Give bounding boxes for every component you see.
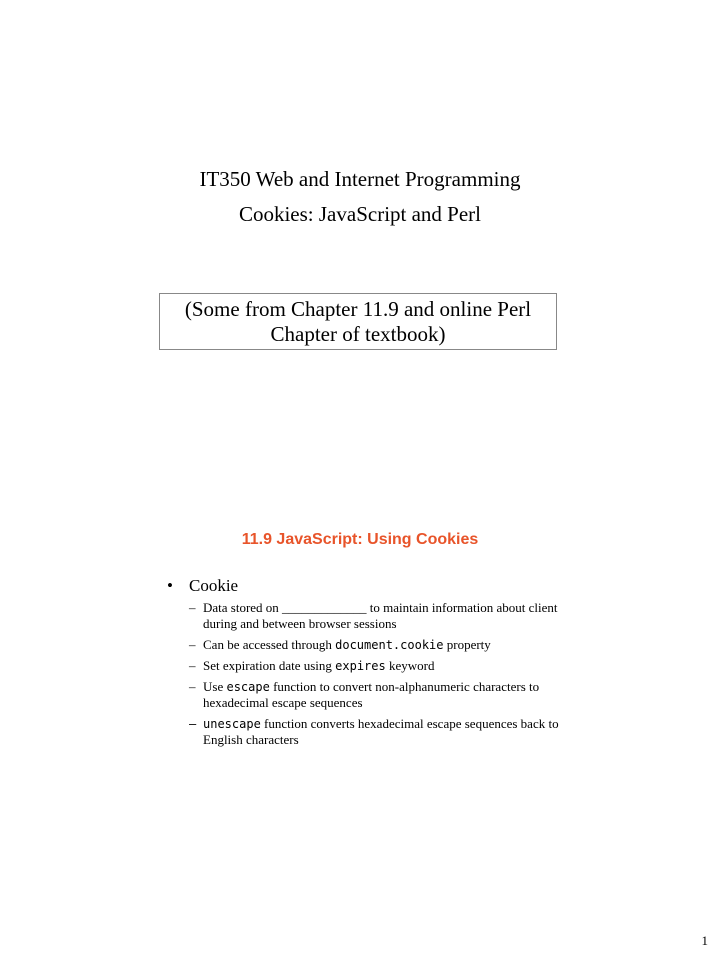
page-number: 1 [701, 933, 708, 948]
list-item [189, 600, 569, 632]
bullet-cookie [167, 575, 238, 597]
item-text: Can be accessed through [203, 637, 336, 652]
bullet-label: Cookie [189, 576, 239, 595]
list-item [189, 679, 569, 711]
code-unescape: unescape [203, 717, 261, 731]
item-text: function converts hexadecimal escape sequences back to English characters [203, 716, 559, 747]
item-text: Data stored on _____________ to maintain information about client during and between browser sessions [203, 600, 558, 631]
list-item [189, 658, 569, 674]
item-text: function to convert non-alphanumeric characters to hexadecimal escape sequences [203, 679, 540, 710]
document-title: IT350 Web and Internet Programming [199, 167, 521, 191]
list-item [189, 637, 569, 653]
source-note-line-2: Chapter of textbook) [270, 322, 446, 346]
code-escape: escape [226, 680, 270, 694]
dash-icon: – [189, 637, 196, 652]
list-item [189, 716, 569, 748]
item-text: property [443, 637, 491, 652]
source-note-box [159, 293, 557, 350]
source-note-line-1: (Some from Chapter 11.9 and online Perl [184, 297, 532, 321]
code-expires: expires [335, 659, 386, 673]
dash-icon: – [189, 679, 196, 694]
item-text: Set expiration date using [203, 658, 336, 673]
bullet-dot-icon: • [167, 576, 173, 595]
document-subtitle: Cookies: JavaScript and Perl [238, 202, 482, 226]
item-text: Use [203, 679, 227, 694]
dash-icon: – [189, 600, 196, 615]
dash-icon: – [189, 658, 196, 673]
dash-icon: – [189, 717, 197, 731]
sub-bullet-list [189, 600, 569, 753]
slide-heading: 11.9 JavaScript: Using Cookies [241, 531, 479, 548]
code-document-cookie: document.cookie [335, 638, 444, 652]
item-text: keyword [385, 658, 435, 673]
